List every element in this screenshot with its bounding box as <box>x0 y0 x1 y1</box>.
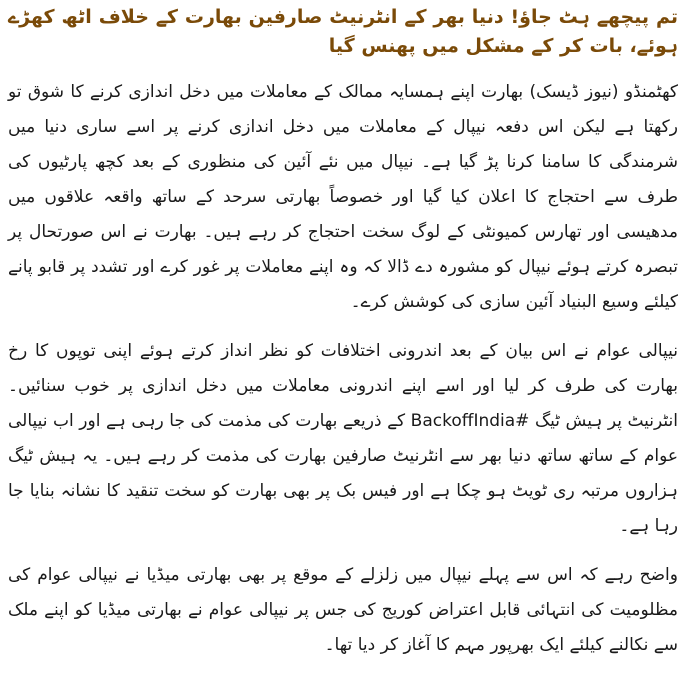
article-paragraph-2: نیپالی عوام نے اس بیان کے بعد اندرونی اختلافات کو نظر انداز کرتے ہوئے اپنی توپوں کا رخ بھارت کی طرف کر لیا اور اسے اپنے اندرونی معاملات میں دخل اندازی پر خوب سنائیں۔ انٹرنیٹ پر ہیش ٹیگ #BackoffIndia کے ذریعے بھارت کی مذمت کی جا رہی ہے اور اب نیپالی عوام کے ساتھ ساتھ دنیا بھر سے انٹرنیٹ صارفین بھارت کی مذمت کر رہے ہیں۔ یہ ہیش ٹیگ ہزاروں مرتبہ ری ٹویٹ ہو چکا ہے اور فیس بک پر بھی بھارت کو سخت تنقید کا نشانہ بنایا جا رہا ہے۔ <box>8 341 678 536</box>
article-headline: تم پیچھے ہٹ جاؤ! دنیا بھر کے انٹرنیٹ صارفین بھارت کے خلاف اٹھ کھڑے ہوئے، بات کر کے مشکل میں پھنس گیا <box>8 6 678 57</box>
article-paragraph-3: واضح رہے کہ اس سے پہلے نیپال میں زلزلے کے موقع پر بھی بھارتی میڈیا نے نیپالی عوام کی مظلومیت کی انتہائی قابل اعتراض کوریج کی جس پر نیپالی عوام نے بھارتی میڈیا کو اپنے ملک سے نکالنے کیلئے ایک بھرپور مہم کا آغاز کر دیا تھا۔ <box>8 565 678 655</box>
article <box>8 0 678 677</box>
article-paragraph-1: کھٹمنڈو (نیوز ڈیسک) بھارت اپنے ہمسایہ ممالک کے معاملات میں دخل اندازی کرنے کا شوق تو رکھتا ہے لیکن اس دفعہ نیپال کے معاملات میں دخل اندازی کرنے پر اسے ساری دنیا میں شرمندگی کا سامنا کرنا پڑ گیا ہے۔ نیپال میں نئے آئین کی منظوری کے بعد کچھ پارٹیوں کی طرف سے احتجاج کا اعلان کیا گیا اور خصوصاً بھارتی سرحد کے ساتھ واقعہ علاقوں میں مدھیسی اور تھارس کمیونٹی کے لوگ سخت احتجاج کر رہے ہیں۔ بھارت نے اس صورتحال پر تبصرہ کرتے ہوئے نیپال کو مشورہ دے ڈالا کہ وہ اپنے معاملات پر غور کرے اور تشدد پر قابو پانے کیلئے وسیع البنیاد آئین سازی کی کوشش کرے۔ <box>8 82 678 312</box>
